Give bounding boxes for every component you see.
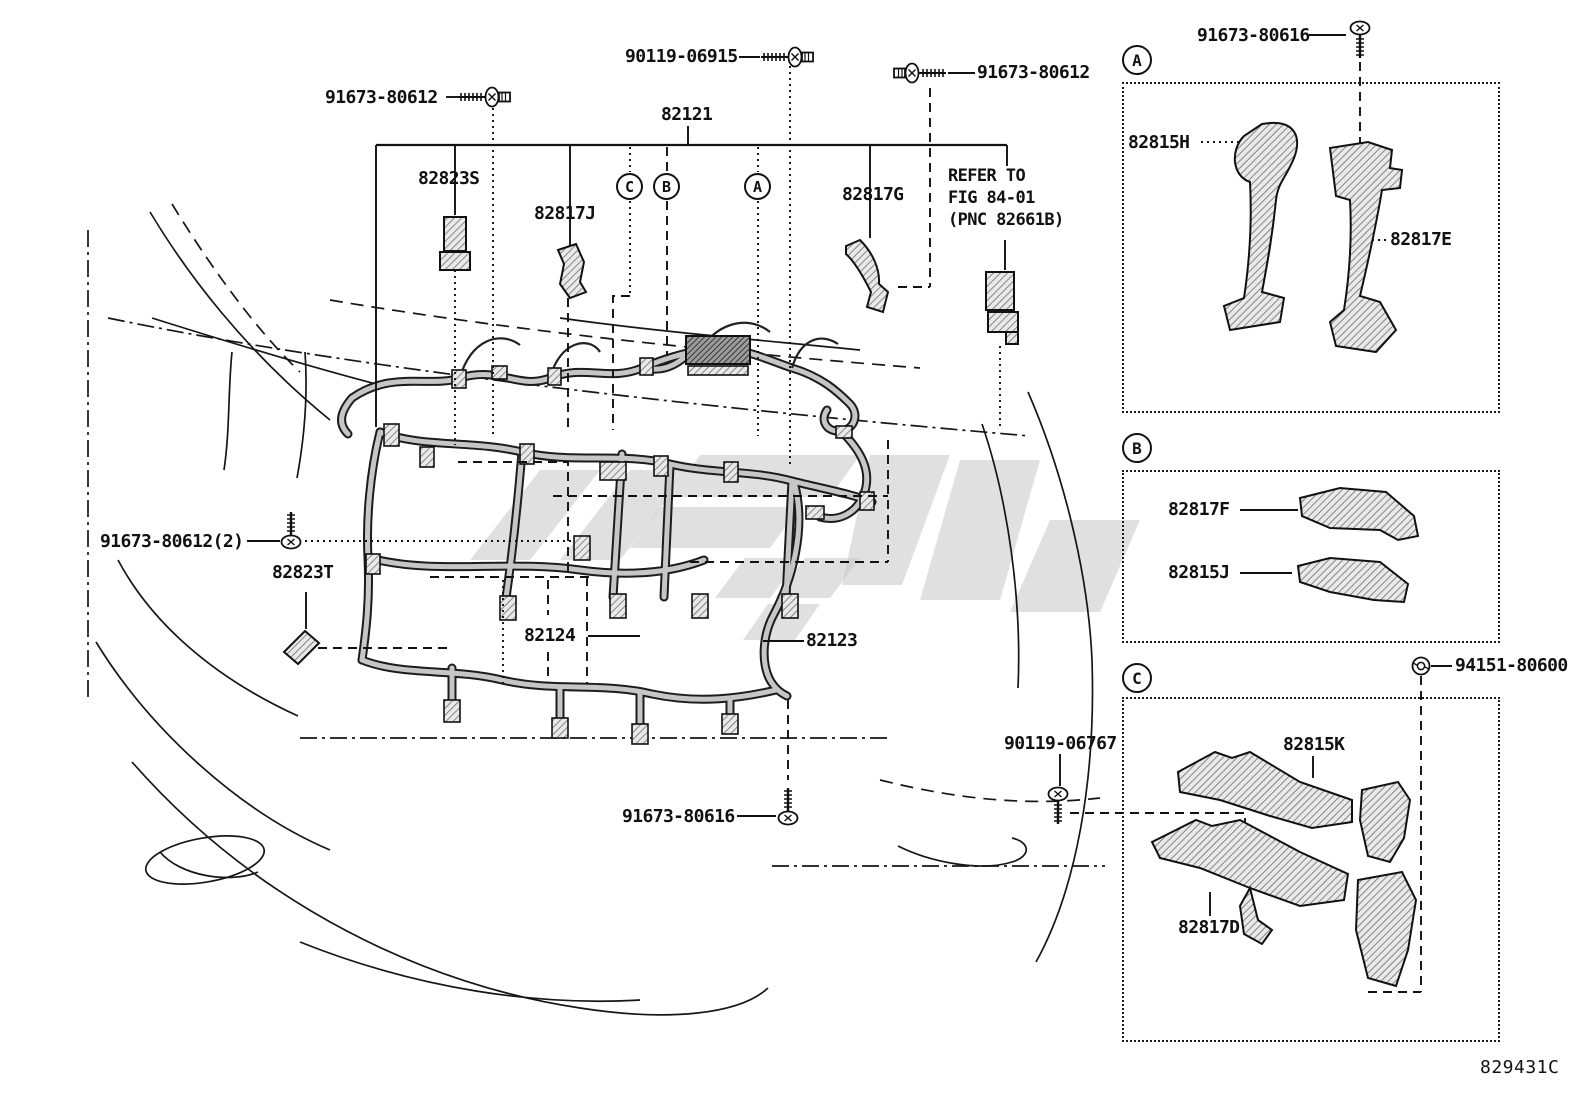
detail-c-letter: C — [1122, 663, 1152, 693]
label-91673-80616-bottom: 91673-80616 — [622, 806, 735, 827]
label-82815J: 82815J — [1168, 562, 1230, 583]
label-82817E: 82817E — [1390, 229, 1452, 250]
label-82817F: 82817F — [1168, 499, 1230, 520]
nut-icon — [1413, 658, 1430, 675]
label-82815K: 82815K — [1283, 734, 1345, 755]
label-82817G: 82817G — [842, 184, 904, 205]
detail-a-letter: A — [1122, 45, 1152, 75]
screw-icon — [1351, 22, 1370, 59]
screw-icon — [894, 64, 946, 83]
screw-icon — [779, 788, 798, 825]
label-82121: 82121 — [661, 104, 713, 125]
detail-box-b — [1122, 470, 1500, 643]
label-82817D: 82817D — [1178, 917, 1240, 938]
part-82823S-art — [444, 217, 466, 251]
part-82823T-art — [284, 631, 319, 664]
screw-icon — [458, 88, 510, 107]
detail-b-letter: B — [1122, 433, 1152, 463]
label-91673-80612-right: 91673-80612 — [977, 62, 1090, 83]
label-82815H: 82815H — [1128, 132, 1190, 153]
refer-note-line1: REFER TO — [948, 166, 1026, 186]
car-body-outline — [88, 204, 1105, 1015]
part-refer-art — [986, 272, 1014, 310]
figure-id: 829431C — [1480, 1057, 1560, 1078]
label-91673-80612-x2: 91673-80612(2) — [100, 531, 244, 552]
label-82124: 82124 — [524, 625, 576, 646]
screw-icon — [1049, 788, 1068, 825]
label-82823T: 82823T — [272, 562, 334, 583]
label-82817J: 82817J — [534, 203, 596, 224]
refer-note-line2: FIG 84-01 — [948, 188, 1035, 208]
callout-b-marker: B — [653, 173, 680, 200]
callout-a-marker: A — [744, 173, 771, 200]
label-91673-80612-left: 91673-80612 — [325, 87, 438, 108]
label-91673-80616-top: 91673-80616 — [1197, 25, 1310, 46]
label-90119-06767: 90119-06767 — [1004, 733, 1117, 754]
refer-note-line3: (PNC 82661B) — [948, 210, 1064, 230]
screw-icon — [282, 512, 301, 549]
label-90119-06915: 90119-06915 — [625, 46, 738, 67]
label-94151-80600: 94151-80600 — [1455, 655, 1568, 676]
part-82817G-art — [846, 240, 888, 312]
screw-icon — [761, 48, 813, 67]
label-82823S: 82823S — [418, 168, 480, 189]
label-82123: 82123 — [806, 630, 858, 651]
part-82817J-art — [558, 244, 586, 298]
callout-c-marker: C — [616, 173, 643, 200]
